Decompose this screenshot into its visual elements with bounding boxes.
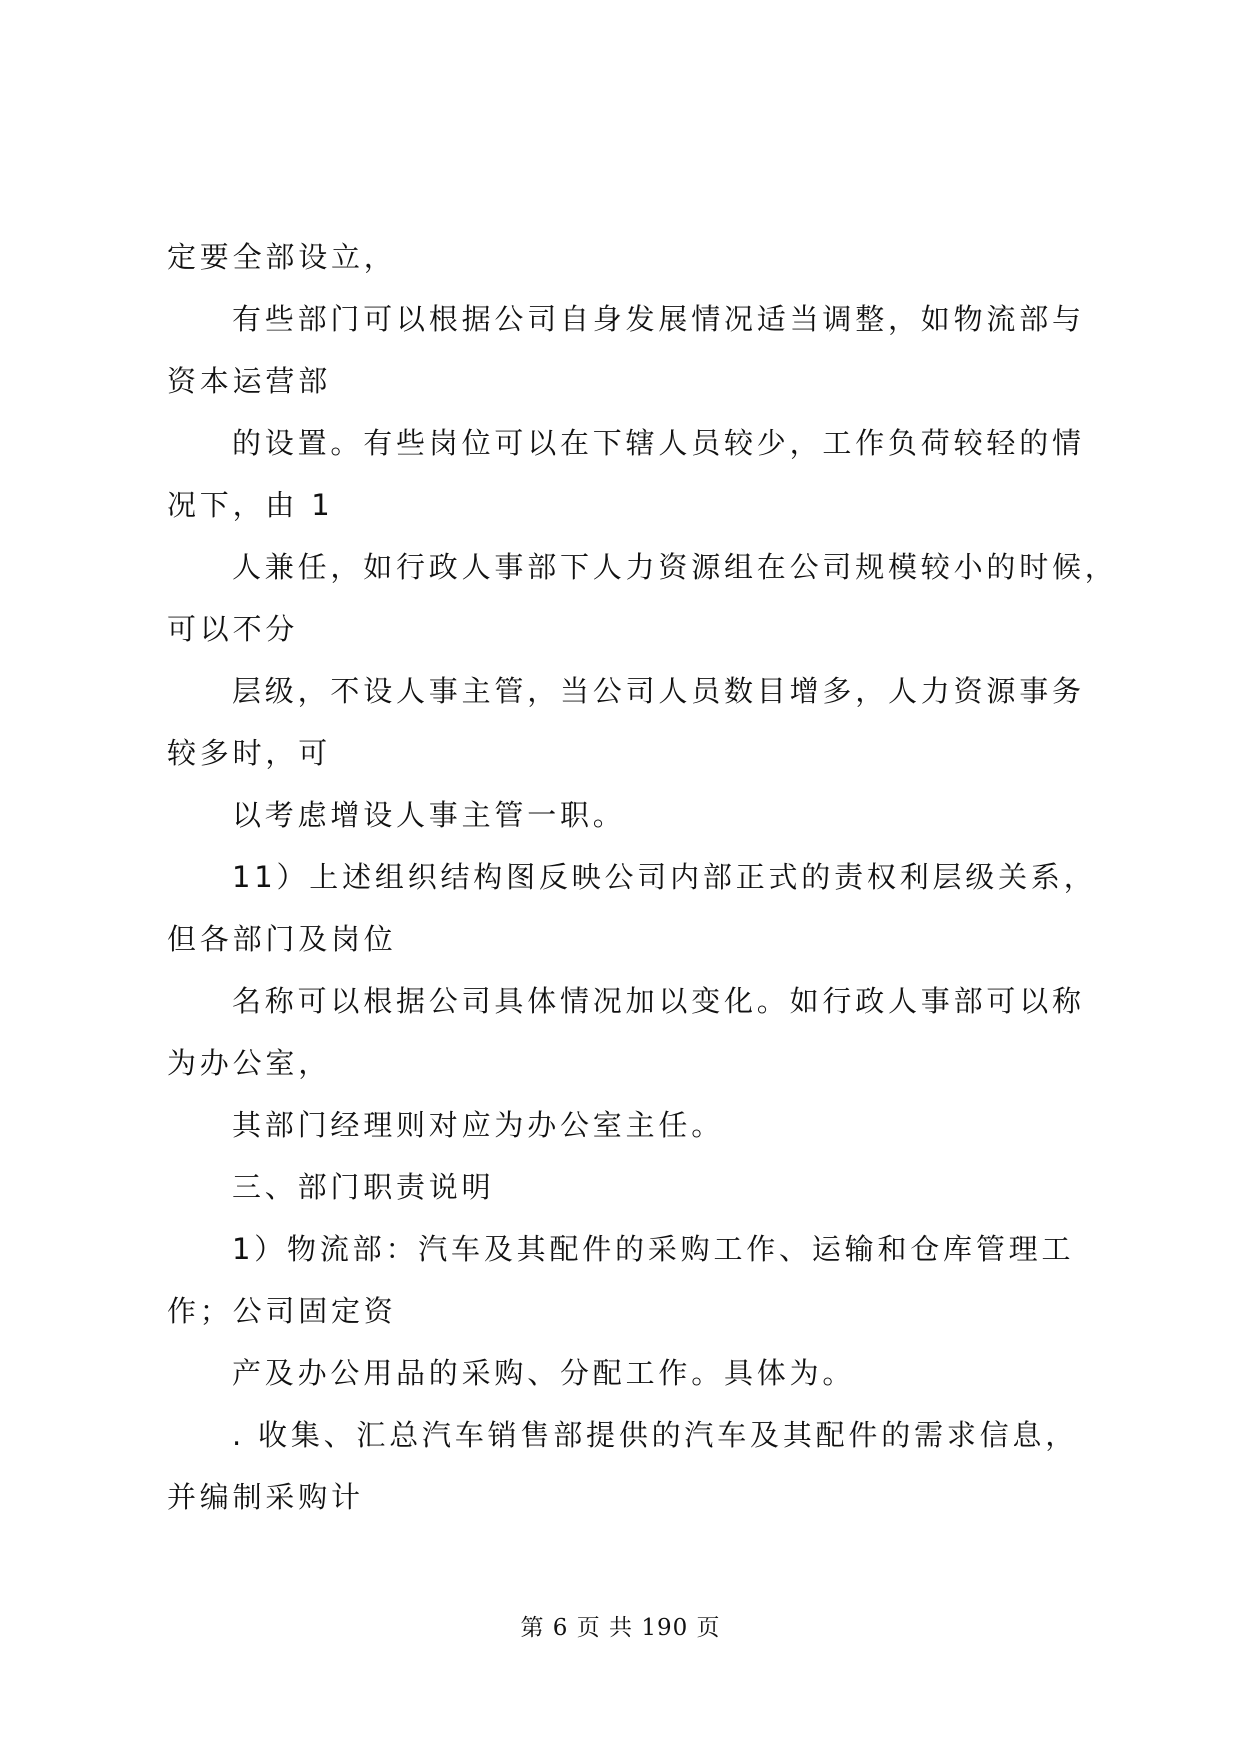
text-line: 以考虑增设人事主管一职。 <box>232 798 626 832</box>
text-line: 1）物流部：汽车及其配件的采购工作、运输和仓库管理工 <box>232 1232 1075 1266</box>
text-line: 层级，不设人事主管，当公司人员数目增多，人力资源事务 <box>232 674 1085 708</box>
text-line: . 收集、汇总汽车销售部提供的汽车及其配件的需求信息， <box>232 1418 1079 1452</box>
text-line: 有些部门可以根据公司自身发展情况适当调整，如物流部与 <box>232 302 1085 336</box>
page-number-footer: 第 6 页 共 190 页 <box>520 1615 721 1641</box>
text-line: 其部门经理则对应为办公室主任。 <box>232 1108 725 1142</box>
text-line: 较多时，可 <box>167 736 332 770</box>
text-line: 产及办公用品的采购、分配工作。具体为。 <box>232 1356 856 1390</box>
text-line: 并编制采购计 <box>167 1480 364 1514</box>
text-line: 的设置。有些岗位可以在下辖人员较少，工作负荷较轻的情 <box>232 426 1085 460</box>
text-line: 名称可以根据公司具体情况加以变化。如行政人事部可以称 <box>232 984 1085 1018</box>
text-line: 人兼任，如行政人事部下人力资源组在公司规模较小的时候， <box>232 550 1118 584</box>
text-line: 为办公室， <box>167 1046 332 1080</box>
text-line: 定要全部设立， <box>167 240 397 274</box>
text-line: 11）上述组织结构图反映公司内部正式的责权利层级关系， <box>232 860 1097 894</box>
section-heading: 三、部门职责说明 <box>232 1170 495 1204</box>
text-line: 况下，由 1 <box>167 488 334 522</box>
text-line: 作；公司固定资 <box>167 1294 397 1328</box>
text-line: 可以不分 <box>167 612 299 646</box>
text-line: 但各部门及岗位 <box>167 922 397 956</box>
text-line: 资本运营部 <box>167 364 332 398</box>
